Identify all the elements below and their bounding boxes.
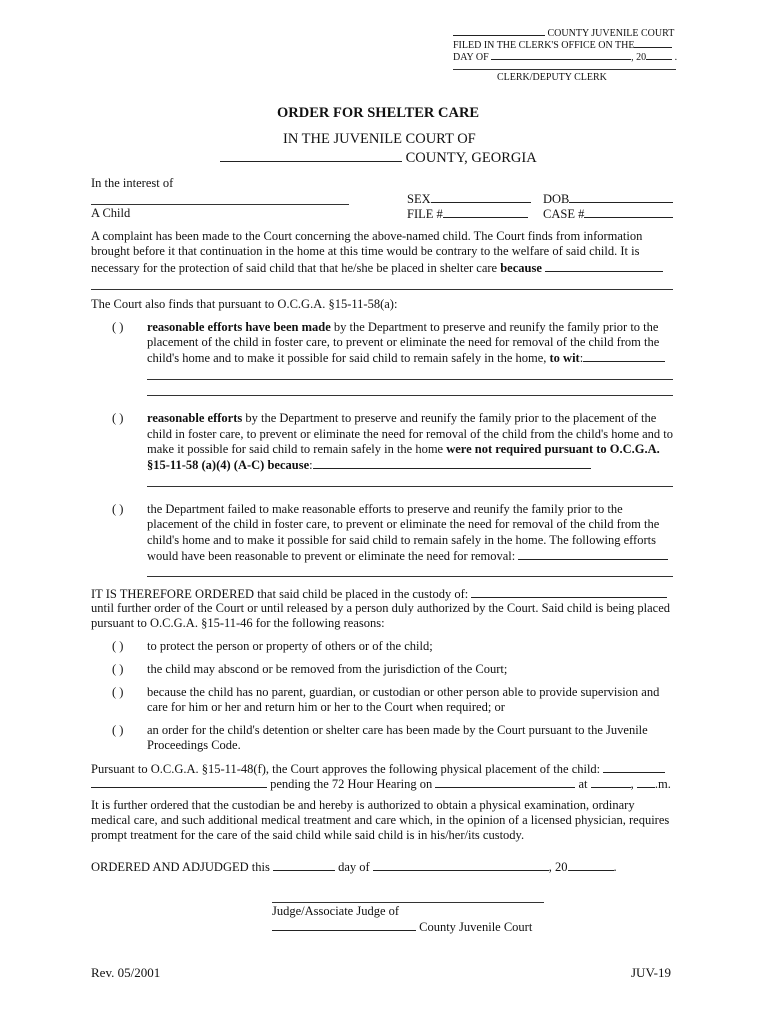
reason3-checkbox[interactable]: ( ): [112, 685, 124, 699]
further-line-2: medical care, and such additional medical treatment and care which, in the opinion of a licensed physician, requires: [91, 813, 670, 827]
county-court-line: County Juvenile Court: [272, 919, 532, 935]
header-court-line: COUNTY JUVENILE COURT: [453, 24, 674, 40]
option2-line-3: make it possible for said child to remain safely in the home were not required pursuant to O.C.G.A.: [147, 442, 660, 456]
court-line-2: COUNTY, GEORGIA: [220, 150, 537, 166]
child-name-line[interactable]: [91, 204, 349, 205]
file-blank[interactable]: [443, 206, 528, 218]
option1-line-a[interactable]: [147, 379, 673, 380]
court-line-1: IN THE JUVENILE COURT OF: [283, 131, 476, 147]
reason4-line-1: an order for the child's detention or shelter care has been made by the Court pursuant to the Juvenile: [147, 723, 648, 737]
filed-day-blank[interactable]: [634, 36, 672, 48]
reason1-checkbox[interactable]: ( ): [112, 639, 124, 653]
judge-county-blank[interactable]: [272, 919, 416, 931]
because-blank[interactable]: [545, 260, 663, 272]
because-line-2[interactable]: [91, 289, 673, 290]
option1-checkbox[interactable]: ( ): [112, 320, 124, 334]
option2-checkbox[interactable]: ( ): [112, 411, 124, 425]
header-dayof-line: DAY OF , 20 .: [453, 48, 677, 64]
hearing-time-blank[interactable]: [591, 776, 631, 788]
sex-blank[interactable]: [431, 191, 531, 203]
option3-line-4: would have been reasonable to prevent or eliminate the need for removal:: [147, 548, 668, 564]
interest-of-label: In the interest of: [91, 176, 174, 190]
form-number: JUV-19: [631, 965, 671, 980]
option3-efforts-blank[interactable]: [518, 548, 668, 560]
judge-signature-line[interactable]: [272, 902, 544, 903]
complaint-line-3: necessary for the protection of said child that that he/she be placed in shelter care because: [91, 260, 663, 276]
reason3-line-1: because the child has no parent, guardian, or custodian or other person able to provide supervision and: [147, 685, 660, 699]
option2-line-1: reasonable efforts by the Department to preserve and reunify the family prior to the placement of the: [147, 411, 657, 425]
adjudged-day-blank[interactable]: [273, 859, 335, 871]
placement-blank-b[interactable]: [91, 776, 267, 788]
further-line-1: It is further ordered that the custodian be and hereby is authorized to obtain a physical examination, ordinary: [91, 798, 635, 812]
clerk-signature-line[interactable]: [453, 69, 676, 70]
reason2-text: the child may abscond or be removed from the jurisdiction of the Court;: [147, 662, 508, 676]
complaint-line-1: A complaint has been made to the Court concerning the above-named child. The Court finds from information: [91, 229, 643, 243]
adjudged-line: ORDERED AND ADJUDGED this day of , 20 .: [91, 860, 617, 874]
case-blank[interactable]: [584, 206, 673, 218]
option1-line-2: placement of the child in foster care, to prevent or eliminate the need for removal of the child from the: [147, 335, 660, 349]
county-blank[interactable]: [453, 24, 545, 36]
clerk-label: CLERK/DEPUTY CLERK: [497, 72, 607, 83]
header-filed-line: FILED IN THE CLERK'S OFFICE ON THE: [453, 36, 672, 52]
reason3-line-2: care for him or her and return him or her to the Court when required; or: [147, 700, 505, 714]
complaint-line-2: brought before it that continuation in the home at this time would be contrary to the welfare of said child. It is: [91, 244, 640, 258]
option1-line-1: reasonable efforts have been made by the Department to preserve and reunify the family prior to the: [147, 320, 659, 334]
a-child-label: A Child: [91, 206, 131, 220]
further-line-3: prompt treatment for the care of the said child while said child is in his/her/its custody.: [91, 828, 525, 842]
reason4-checkbox[interactable]: ( ): [112, 723, 124, 737]
revision-label: Rev. 05/2001: [91, 965, 161, 980]
hearing-date-blank[interactable]: [435, 776, 575, 788]
adjudged-year-blank[interactable]: [568, 859, 614, 871]
option1-line-b[interactable]: [147, 395, 673, 396]
option2-because-blank[interactable]: [313, 457, 591, 469]
reason1-text: to protect the person or property of others or of the child;: [147, 639, 433, 653]
option3-line-a[interactable]: [147, 576, 673, 577]
option2-line-2: child in foster care, to prevent or eliminate the need for removal of the child from the child's home and to: [147, 427, 674, 441]
filed-year-blank[interactable]: [646, 48, 672, 60]
sex-field: SEX: [407, 191, 531, 207]
file-field: FILE #: [407, 206, 528, 222]
court-finds-label: The Court also finds that pursuant to O.C.G.A. §15-11-58(a):: [91, 297, 398, 311]
option3-line-3: child's home and to make it possible for said child to remain safely in the home. The following efforts: [147, 533, 656, 547]
option1-line-3: child's home and to make it possible for said child to remain safely in the home, to wit:: [147, 350, 665, 366]
ordered-line-2: until further order of the Court or until released by a person duly authorized by the Court. Said child is being placed: [91, 601, 671, 615]
placement-line-1: Pursuant to O.C.G.A. §15-11-48(f), the Court approves the following physical placement of the child:: [91, 761, 665, 777]
placement-line-2: pending the 72 Hour Hearing on at , .m.: [91, 776, 671, 792]
option3-line-2: placement of the child in foster care, to prevent or eliminate the need for removal of the child from the: [147, 517, 660, 531]
option3-checkbox[interactable]: ( ): [112, 502, 124, 516]
court-county-blank[interactable]: [220, 150, 402, 162]
page-title: ORDER FOR SHELTER CARE: [277, 105, 480, 121]
custody-blank[interactable]: [471, 586, 667, 598]
option3-line-1: the Department failed to make reasonable efforts to preserve and reunify the family prior to the: [147, 502, 623, 516]
placement-blank-a[interactable]: [603, 761, 665, 773]
dob-blank[interactable]: [569, 191, 673, 203]
dob-field: DOB: [543, 191, 673, 207]
option2-line-4: §15-11-58 (a)(4) (A-C) because:: [147, 457, 591, 473]
judge-label: Judge/Associate Judge of: [272, 904, 400, 918]
filed-month-blank[interactable]: [491, 48, 631, 60]
option2-line-a[interactable]: [147, 486, 673, 487]
adjudged-month-blank[interactable]: [373, 859, 549, 871]
reason4-line-2: Proceedings Code.: [147, 738, 241, 752]
ordered-line-1: IT IS THEREFORE ORDERED that said child be placed in the custody of:: [91, 586, 667, 602]
case-field: CASE #: [543, 206, 673, 222]
am-pm-blank[interactable]: [637, 776, 655, 788]
reason2-checkbox[interactable]: ( ): [112, 662, 124, 676]
ordered-line-3: pursuant to O.C.G.A. §15-11-46 for the following reasons:: [91, 616, 385, 630]
to-wit-blank[interactable]: [583, 350, 665, 362]
